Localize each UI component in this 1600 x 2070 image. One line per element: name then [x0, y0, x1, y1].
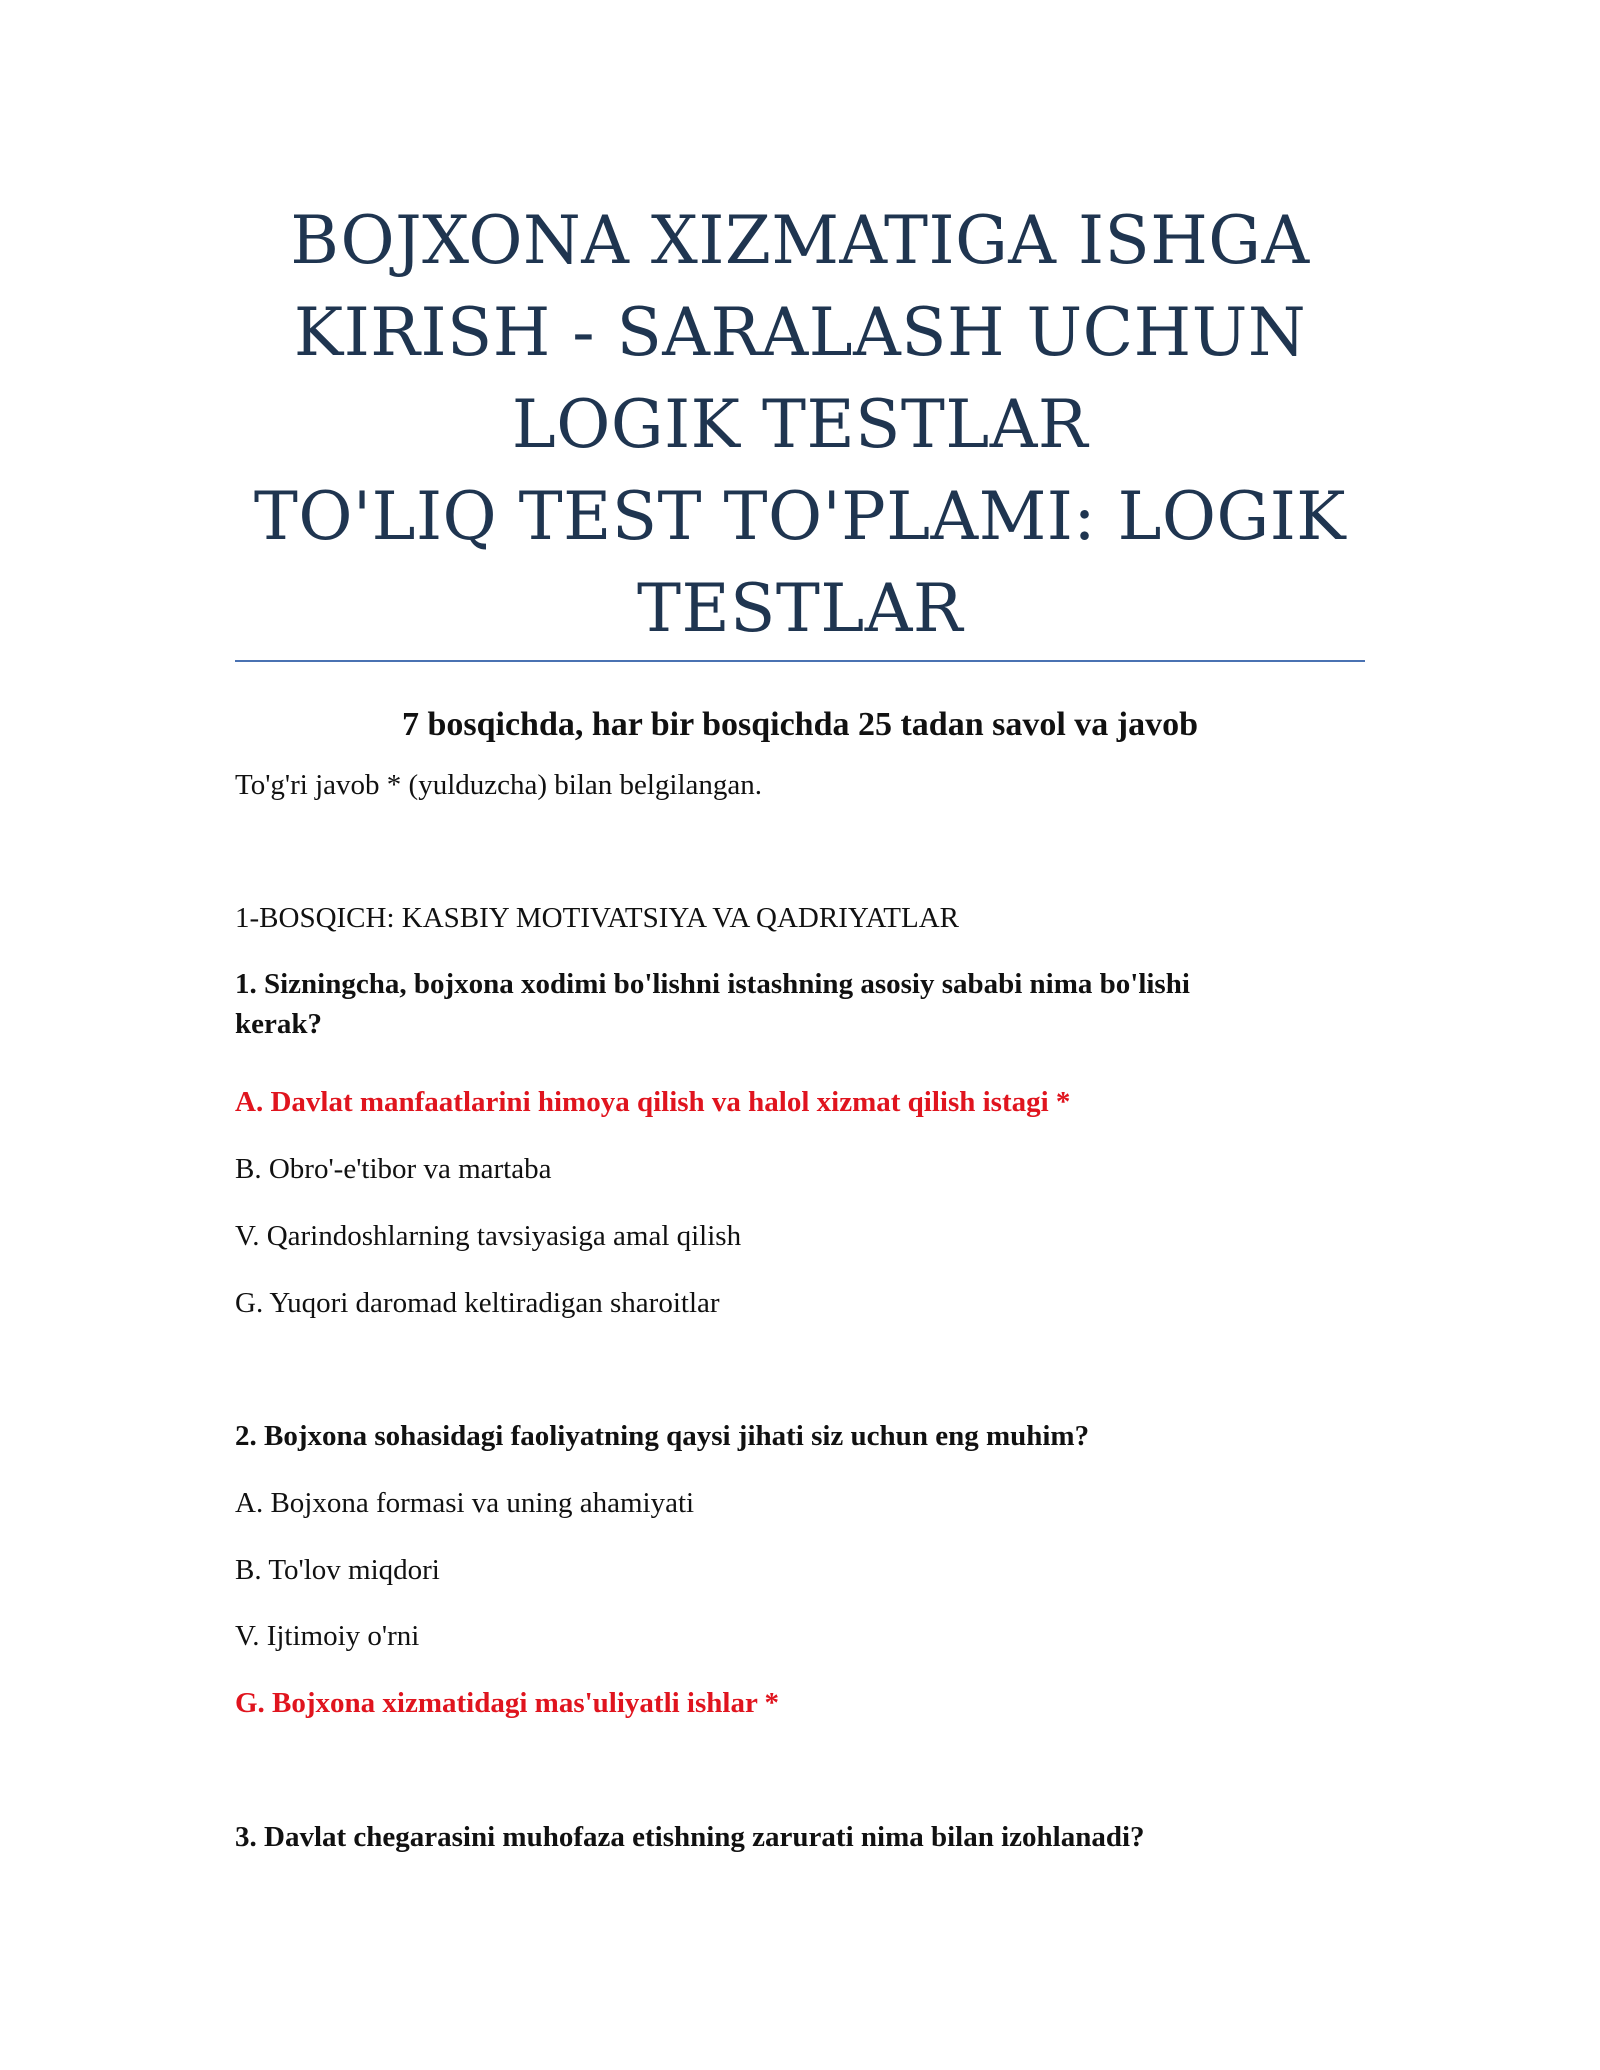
question-2-option-b: B. To'lov miqdori — [235, 1554, 440, 1586]
title-line: BOJXONA XIZMATIGA ISHGA — [290, 202, 1310, 279]
question-1-option-v: V. Qarindoshlarning tavsiyasiga amal qilish — [235, 1220, 742, 1252]
title-line: TO'LIQ TEST TO'PLAMI: LOGIK — [253, 478, 1347, 555]
title-line: TESTLAR — [636, 570, 964, 647]
question-2-text: 2. Bojxona sohasidagi faoliyatning qaysi jihati siz uchun eng muhim? — [235, 1420, 1090, 1452]
answer-key-note: To'g'ri javob * (yulduzcha) bilan belgilangan. — [235, 769, 763, 801]
question-2-option-g-correct: G. Bojxona xizmatidagi mas'uliyatli ishlar * — [235, 1687, 780, 1719]
question-3-text: 3. Davlat chegarasini muhofaza etishning zarurati nima bilan izohlanadi? — [235, 1821, 1145, 1853]
question-1-text — [235, 964, 1365, 1044]
title-line: LOGIK TESTLAR — [511, 386, 1089, 463]
question-1-line: kerak? — [235, 1008, 322, 1040]
title-divider — [235, 660, 1365, 662]
section-heading: 1-BOSQICH: KASBIY MOTIVATSIYA VA QADRIYATLAR — [235, 902, 960, 934]
question-1-line: 1. Sizningcha, bojxona xodimi bo'lishni istashning asosiy sababi nima bo'lishi — [235, 968, 1190, 1000]
question-1-option-g: G. Yuqori daromad keltiradigan sharoitlar — [235, 1287, 720, 1319]
question-2-option-v: V. Ijtimoiy o'rni — [235, 1620, 420, 1652]
question-1-option-b: B. Obro'-e'tibor va martaba — [235, 1153, 552, 1185]
document-subtitle: 7 bosqichda, har bir bosqichda 25 tadan savol va javob — [401, 706, 1199, 743]
question-2-option-a: A. Bojxona formasi va uning ahamiyati — [235, 1487, 695, 1519]
document-title — [235, 195, 1365, 655]
question-1-option-a-correct: A. Davlat manfaatlarini himoya qilish va halol xizmat qilish istagi * — [235, 1086, 1071, 1118]
title-line: KIRISH - SARALASH UCHUN — [293, 294, 1307, 371]
